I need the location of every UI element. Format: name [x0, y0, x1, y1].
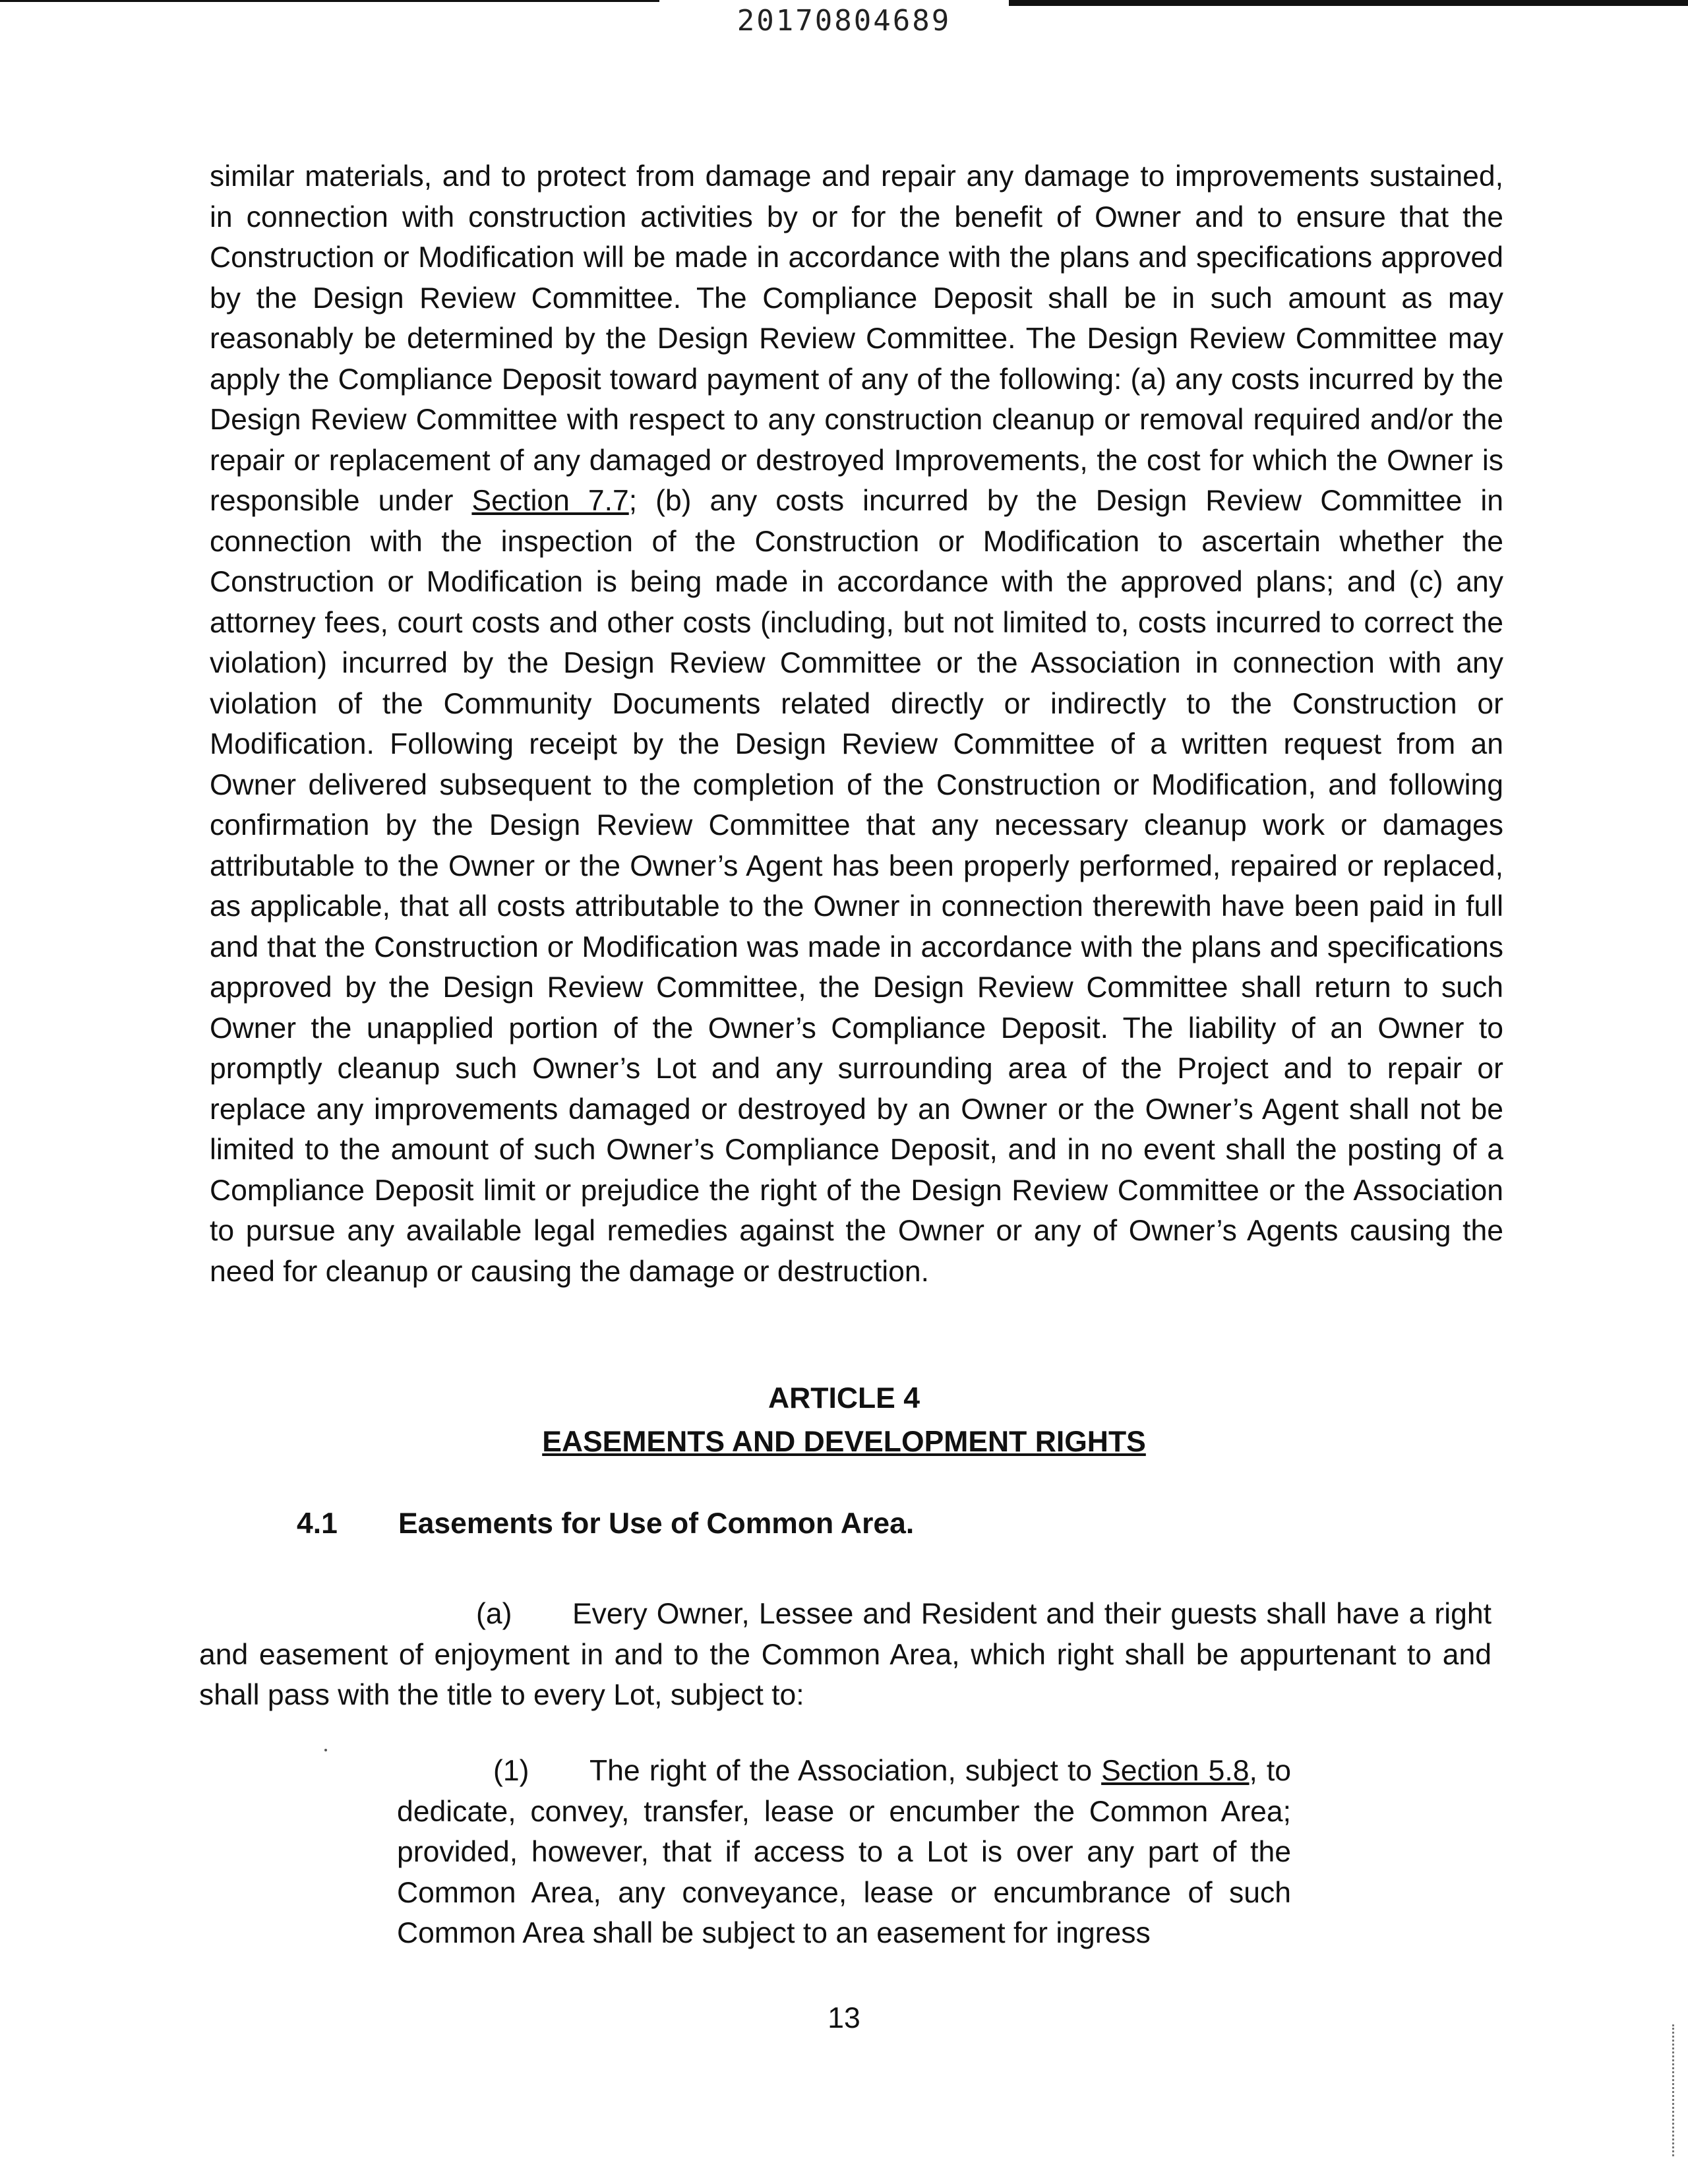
scan-edge-mark [1672, 2024, 1676, 2156]
section-number: 4.1 [297, 1507, 338, 1540]
paragraph-text-part2: ; (b) any costs incurred by the Design Review Committee in connection with the inspection of the Construction or Modification to ascertain whether the Construction or Modification is being made in accordance with the approved plans; and (c) any attorney fees, court costs and other costs (including, but not limited to, costs incurred to correct the violation) incurred by the Design Review Committee or the Association in connection with any violation of the Community Documents related directly or indirectly to the Construction or Modification. Following receipt by the Design Review Committee of a written request from an Owner delivered subsequent to the completion of the Construction or Modification, and following confirmation by the Design Review Committee that any necessary cleanup work or damages attributable to the Owner or the Owner’s Agent has been properly performed, repaired or replaced, as applicable, that all costs attributable to the Owner in connection therewith have been paid in full and that the Construction or Modification was made in accordance with the plans and specifications approved by the Design Review Committee, the Design Review Committee shall return to such Owner the unapplied portion of the Owner’s Compliance Deposit. The liability of an Owner to promptly cleanup such Owner’s Lot and any surrounding area of the Project and to repair or replace any improvements damaged or destroyed by an Owner or the Owner’s Agent shall not be limited to the amount of such Owner’s Compliance Deposit, and in no event shall the posting of a Compliance Deposit limit or prejudice the right of the Design Review Committee or the Association to pursue any available legal remedies against the Owner or any of Owner’s Agents causing the need for cleanup or causing the damage or destruction. [210, 485, 1503, 1288]
article-number: ARTICLE 4 [768, 1382, 920, 1414]
subparagraph-a-text: Every Owner, Lessee and Resident and their guests shall have a right and easement of enjoyment in and to the Common Area, which right shall be appurtenant to and shall pass with the title to every Lot, subject to: [199, 1598, 1492, 1711]
section-heading [297, 1507, 914, 1540]
page-number: 13 [828, 2002, 860, 2034]
paragraph-text-part1: similar materials, and to protect from damage and repair any damage to improvements sustained, in connection with construction activities by or for the benefit of Owner and to ensure that the Construction or Modification will be made in accordance with the plans and specifications approved by the Design Review Committee. The Compliance Deposit shall be in such amount as may reasonably be determined by the Design Review Committee. The Design Review Committee may apply the Compliance Deposit toward payment of any of the following: (a) any costs incurred by the Design Review Committee with respect to any construction cleanup or removal required and/or the repair or replacement of any damaged or destroyed Improvements, the cost for which the Owner is responsible under [210, 160, 1503, 517]
document-number: 20170804689 [737, 4, 951, 38]
subparagraph-1-marker: (1) [493, 1755, 529, 1787]
subparagraph-1 [397, 1751, 1291, 1954]
article-title: EASEMENTS AND DEVELOPMENT RIGHTS [542, 1426, 1146, 1458]
subparagraph-1-text-part2: , to dedicate, convey, transfer, lease or encumber the Common Area; provided, however, that if access to a Lot is over any part of the Common Area, any conveyance, lease or encumbrance of such Common Area shall be subject to an easement for ingress [397, 1755, 1291, 1949]
continued-paragraph [210, 156, 1503, 1292]
subparagraph-a [199, 1594, 1492, 1716]
section-title: Easements for Use of Common Area. [398, 1507, 915, 1540]
scan-speck [324, 1749, 327, 1751]
subparagraph-1-text-part1: The right of the Association, subject to [589, 1755, 1102, 1787]
section-5-8-reference: Section 5.8 [1101, 1755, 1250, 1787]
section-7-7-reference: Section 7.7 [471, 485, 629, 517]
scan-rule-left [0, 0, 659, 2]
subparagraph-a-marker: (a) [476, 1598, 512, 1630]
